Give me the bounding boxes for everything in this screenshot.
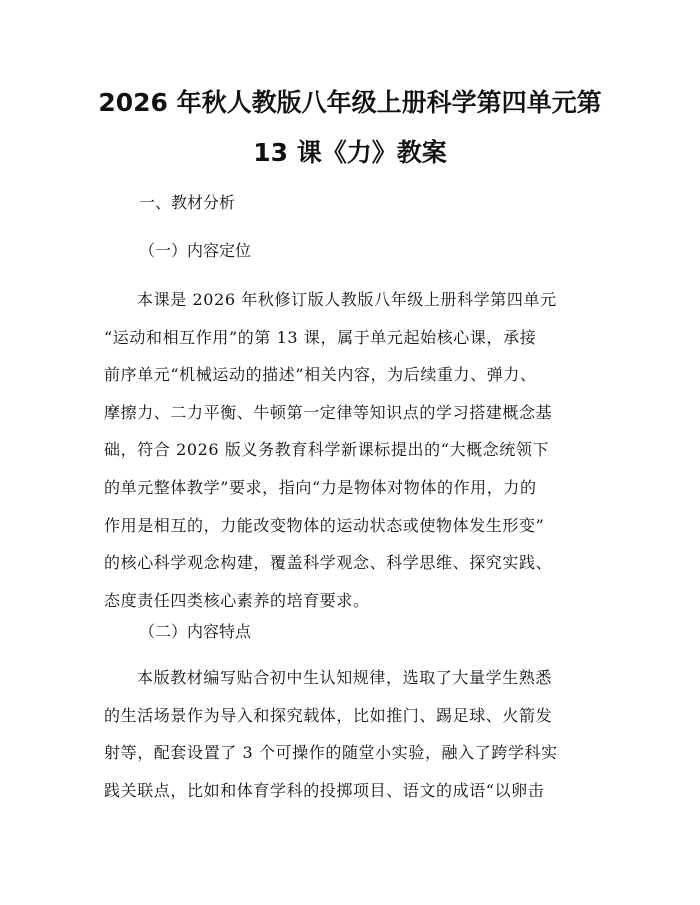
paragraph-line: 础，符合 2026 版义务教育科学新课标提出的“大概念统领下 bbox=[104, 440, 550, 460]
subsection-heading-content-positioning: （一）内容定位 bbox=[139, 241, 252, 260]
paragraph-line: “运动和相互作用”的第 13 课，属于单元起始核心课，承接 bbox=[104, 327, 537, 347]
subsection-heading-content-features: （二）内容特点 bbox=[139, 622, 252, 641]
paragraph-content-positioning bbox=[104, 289, 600, 627]
paragraph-line: 态度责任四类核心素养的培育要求。 bbox=[104, 590, 370, 610]
paragraph-line: 的生活场景作为导入和探究载体，比如推门、踢足球、火箭发 bbox=[104, 705, 553, 725]
paragraph-content-features bbox=[104, 667, 600, 817]
paragraph-line: 本版教材编写贴合初中生认知规律，选取了大量学生熟悉 bbox=[137, 668, 553, 687]
paragraph-line: 践关联点，比如和体育学科的投掷项目、语文的成语“以卵击 bbox=[104, 780, 545, 800]
paragraph-line: 本课是 2026 年秋修订版人教版八年级上册科学第四单元 bbox=[137, 290, 557, 309]
section-heading-textbook-analysis: 一、教材分析 bbox=[139, 193, 236, 212]
paragraph-line: 的核心科学观念构建，覆盖科学观念、科学思维、探究实践、 bbox=[104, 553, 553, 573]
document-title-line-2: 13 课《力》教案 bbox=[253, 138, 447, 167]
paragraph-line: 摩擦力、二力平衡、牛顿第一定律等知识点的学习搭建概念基 bbox=[104, 402, 553, 422]
document-title-line-1: 2026 年秋人教版八年级上册科学第四单元第 bbox=[98, 88, 602, 117]
paragraph-line: 作用是相互的，力能改变物体的运动状态或使物体发生形变” bbox=[104, 515, 545, 535]
paragraph-line: 的单元整体教学”要求，指向“力是物体对物体的作用，力的 bbox=[104, 477, 537, 497]
paragraph-line: 前序单元“机械运动的描述”相关内容，为后续重力、弹力、 bbox=[104, 365, 537, 385]
paragraph-line: 射等，配套设置了 3 个可操作的随堂小实验，融入了跨学科实 bbox=[104, 743, 558, 763]
